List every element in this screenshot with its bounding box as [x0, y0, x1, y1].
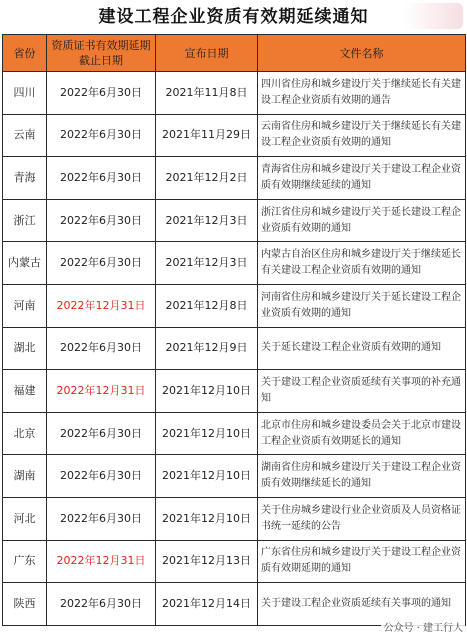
table-row	[3, 114, 466, 157]
province-cell: 北京	[3, 412, 47, 455]
qualification-extension-table	[2, 34, 466, 626]
header-province: 省份	[3, 35, 47, 72]
province-cell: 浙江	[3, 199, 47, 242]
deadline-cell: 2022年12月31日	[47, 284, 156, 327]
announced-cell: 2021年12月3日	[156, 242, 258, 285]
deadline-cell: 2022年6月30日	[47, 455, 156, 498]
document-title-cell: 青海省住房和城乡建设厅关于建设工程企业资质有效期继续延续的通知	[258, 157, 466, 200]
announced-cell: 2021年12月10日	[156, 497, 258, 540]
deadline-cell: 2022年6月30日	[47, 327, 156, 370]
province-cell: 福建	[3, 370, 47, 413]
table-row	[3, 72, 466, 115]
announced-cell: 2021年12月2日	[156, 157, 258, 200]
table-row	[3, 540, 466, 583]
province-cell: 广东	[3, 540, 47, 583]
province-cell: 河北	[3, 497, 47, 540]
watermark: 公众号 · 建工行人	[381, 619, 465, 634]
table-row	[3, 497, 466, 540]
deadline-cell: 2022年6月30日	[47, 157, 156, 200]
announced-cell: 2021年11月8日	[156, 72, 258, 115]
table-body	[3, 72, 466, 626]
table-row	[3, 327, 466, 370]
document-title-cell: 关于延长建设工程企业资质有效期的通知	[258, 327, 466, 370]
deadline-cell: 2022年6月30日	[47, 114, 156, 157]
deadline-cell: 2022年6月30日	[47, 242, 156, 285]
document-title-cell: 浙江省住房和城乡建设厅关于延长建设工程企业资质有效期的通知	[258, 199, 466, 242]
province-cell: 陕西	[3, 583, 47, 626]
province-cell: 云南	[3, 114, 47, 157]
province-cell: 青海	[3, 157, 47, 200]
table-header-row	[3, 35, 466, 72]
document-title-cell: 关于建设工程企业资质延续有关事项的通知	[258, 583, 466, 626]
province-cell: 湖北	[3, 327, 47, 370]
document-title-cell: 湖南省住房和城乡建设厅关于建设工程企业资质有效期继续延长的通知	[258, 455, 466, 498]
table-row	[3, 157, 466, 200]
table-row	[3, 370, 466, 413]
document-title-cell: 广东省住房和城乡建设厅关于建设工程企业资质有效期延期的通知	[258, 540, 466, 583]
document-title-cell: 北京市住房和城乡建设委员会关于北京市建设工程企业资质有效期延长的通知	[258, 412, 466, 455]
document-title-cell: 内蒙古自治区住房和城乡建设厅关于继续延长有关建设工程企业资质有效期的通知	[258, 242, 466, 285]
announced-cell: 2021年11月29日	[156, 114, 258, 157]
province-cell: 内蒙古	[3, 242, 47, 285]
deadline-cell: 2022年6月30日	[47, 199, 156, 242]
announced-cell: 2021年12月10日	[156, 455, 258, 498]
province-cell: 河南	[3, 284, 47, 327]
deadline-cell: 2022年6月30日	[47, 72, 156, 115]
announced-cell: 2021年12月13日	[156, 540, 258, 583]
header-announced: 宣布日期	[156, 35, 258, 72]
table-row	[3, 242, 466, 285]
document-title-cell: 河南省住房和城乡建设厅关于延长建设工程企业资质有效期的通知	[258, 284, 466, 327]
announced-cell: 2021年12月14日	[156, 583, 258, 626]
page-title: 建设工程企业资质有效期延续通知	[98, 7, 369, 27]
document-title-cell: 四川省住房和城乡建设厅关于继续延长有关建设工程企业资质有效期的通告	[258, 72, 466, 115]
header-deadline: 资质证书有效期延期截止日期	[47, 35, 156, 72]
deadline-cell: 2022年6月30日	[47, 583, 156, 626]
announced-cell: 2021年12月3日	[156, 199, 258, 242]
table-row	[3, 284, 466, 327]
header-document: 文件名称	[258, 35, 466, 72]
table-row	[3, 455, 466, 498]
title-decoration	[403, 3, 463, 29]
document-title-cell: 关于建设工程企业资质延续有关事项的补充通知	[258, 370, 466, 413]
announced-cell: 2021年12月10日	[156, 370, 258, 413]
province-cell: 四川	[3, 72, 47, 115]
document-title-cell: 关于住房城乡建设行业企业资质及人员资格证书统一延续的公告	[258, 497, 466, 540]
deadline-cell: 2022年12月31日	[47, 370, 156, 413]
table-row	[3, 412, 466, 455]
announced-cell: 2021年12月10日	[156, 412, 258, 455]
deadline-cell: 2022年6月30日	[47, 497, 156, 540]
document-title-cell: 云南省住房和城乡建设厅关于继续延长有关建设工程企业资质有效期的通知	[258, 114, 466, 157]
announced-cell: 2021年12月8日	[156, 284, 258, 327]
deadline-cell: 2022年6月30日	[47, 412, 156, 455]
deadline-cell: 2022年12月31日	[47, 540, 156, 583]
table-row	[3, 199, 466, 242]
province-cell: 湖南	[3, 455, 47, 498]
announced-cell: 2021年12月9日	[156, 327, 258, 370]
